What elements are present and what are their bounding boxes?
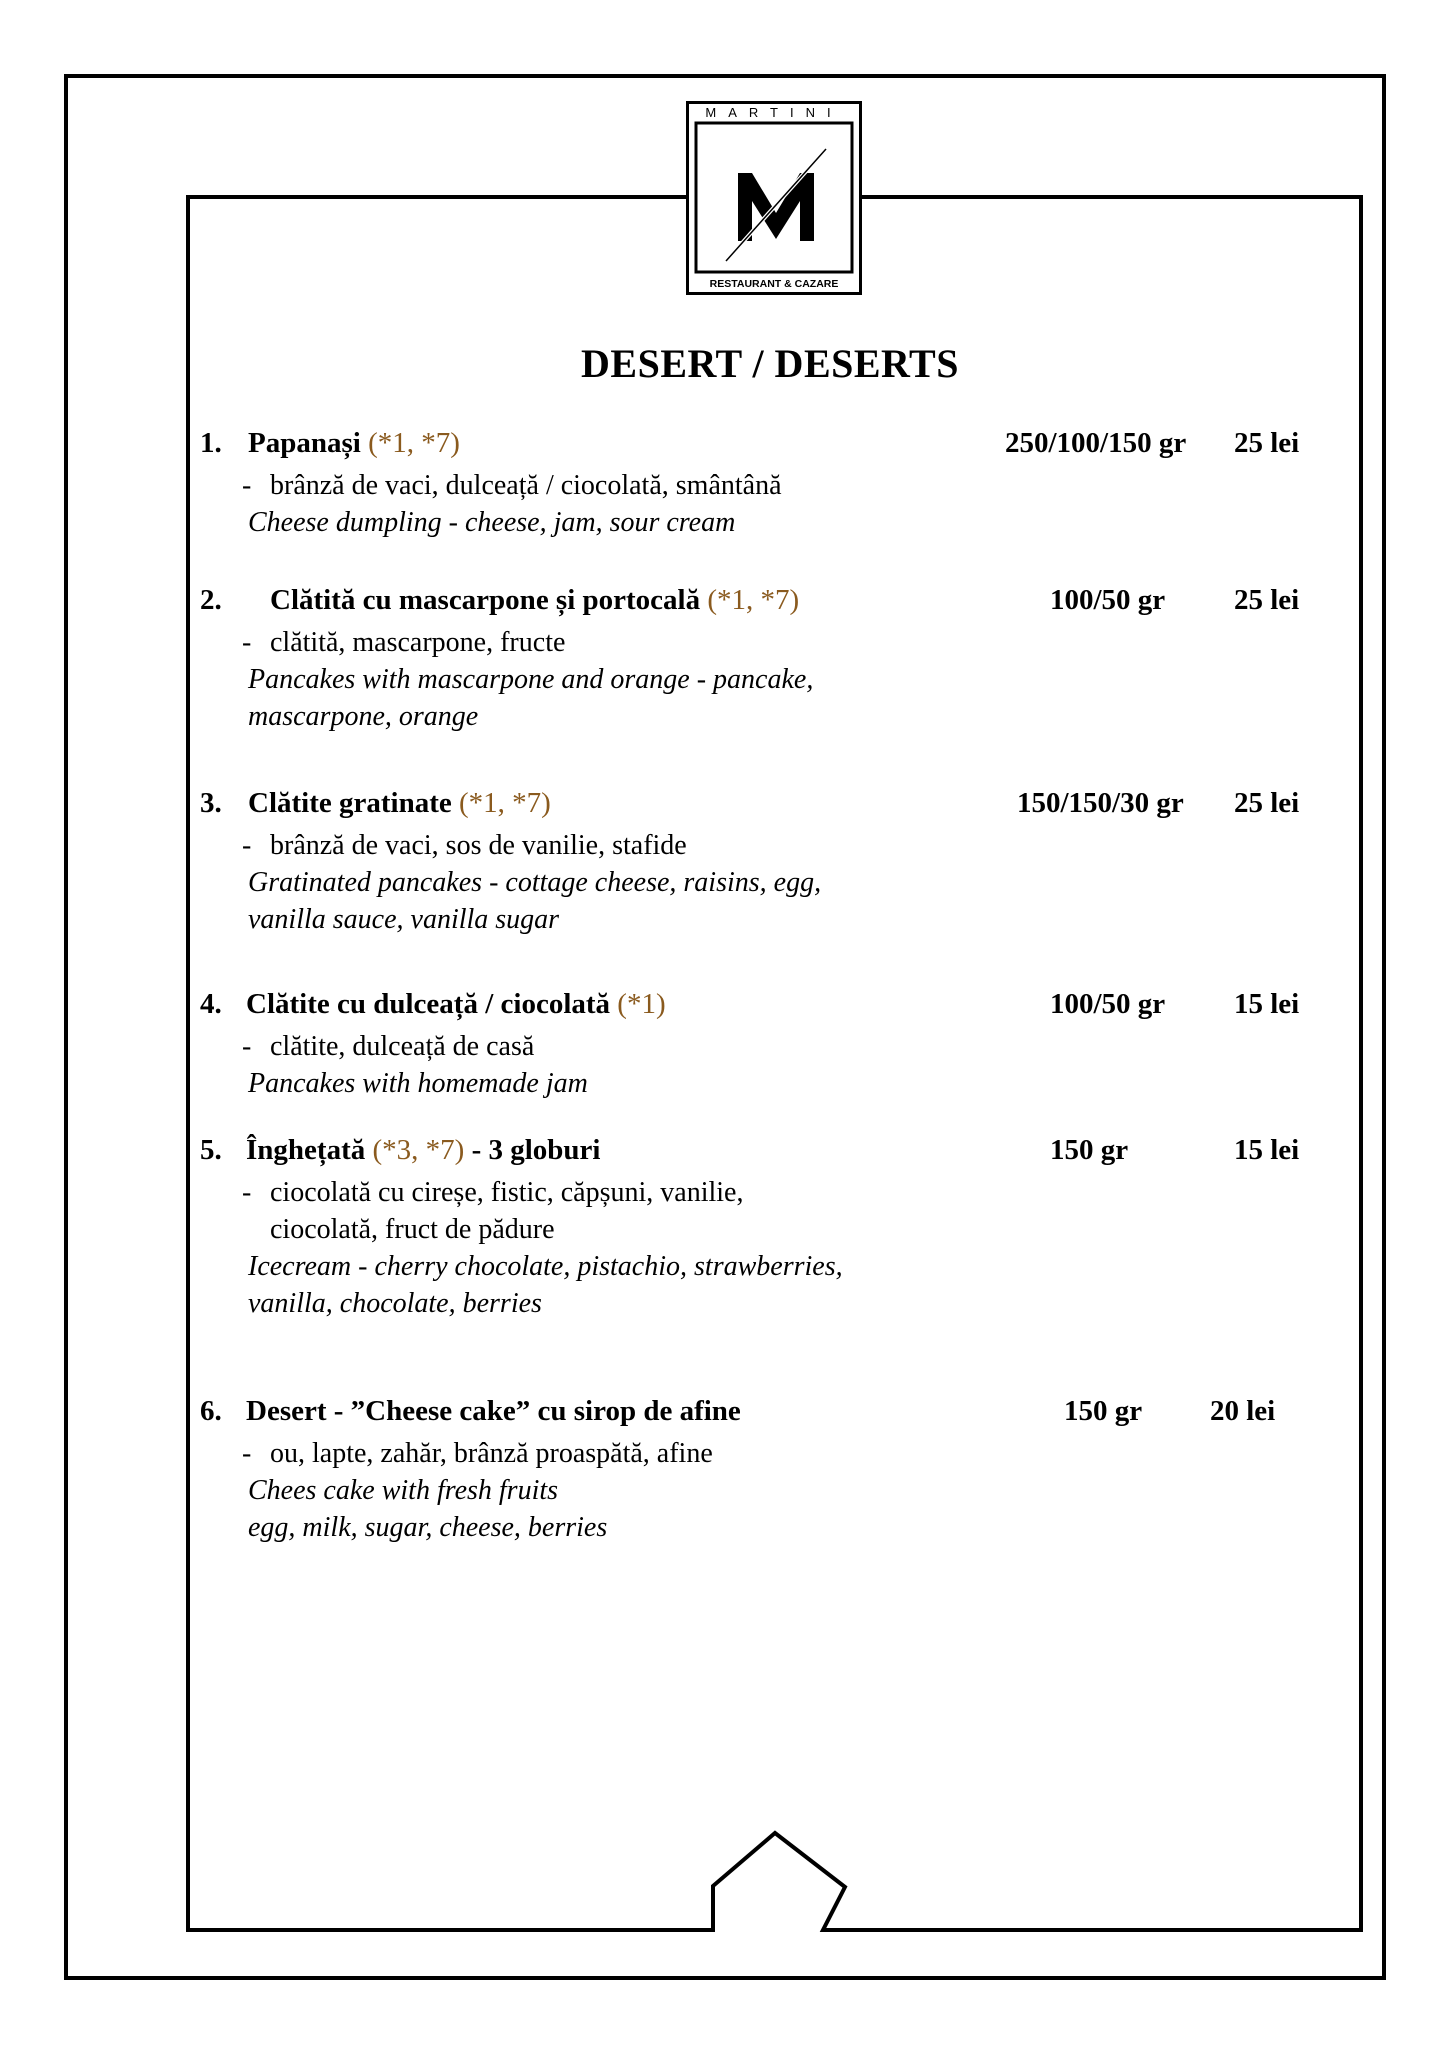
item-quantity: 250/100/150 gr bbox=[1005, 427, 1187, 459]
item-allergens: (*3, *7) bbox=[372, 1134, 465, 1166]
item-description-en: Chees cake with fresh fruits bbox=[248, 1475, 559, 1506]
item-description-en: Icecream - cherry chocolate, pistachio, strawberries, bbox=[248, 1251, 843, 1282]
item-allergens: (*1) bbox=[617, 988, 666, 1020]
item-name: Papanași (*1, *7) bbox=[248, 427, 460, 459]
item-name: Înghețată (*3, *7) - 3 globuri bbox=[246, 1134, 601, 1166]
menu-item bbox=[200, 427, 1340, 541]
item-number: 1. bbox=[200, 427, 222, 459]
logo-bottom-text: RESTAURANT & CAZARE bbox=[709, 278, 839, 290]
item-quantity: 100/50 gr bbox=[1050, 988, 1166, 1020]
item-description-en: mascarpone, orange bbox=[248, 701, 479, 732]
item-ingredients-ro: - clătite, dulceață de casă bbox=[242, 1031, 535, 1062]
item-price: 25 lei bbox=[1234, 787, 1300, 819]
item-allergens: (*1, *7) bbox=[368, 427, 460, 459]
item-description-en: Cheese dumpling - cheese, jam, sour cream bbox=[248, 507, 736, 538]
item-name: Clătite gratinate (*1, *7) bbox=[248, 787, 551, 819]
item-number: 6. bbox=[200, 1395, 222, 1427]
item-number: 5. bbox=[200, 1134, 222, 1166]
menu-item bbox=[200, 1134, 1340, 1322]
item-description-en: Gratinated pancakes - cottage cheese, raisins, egg, bbox=[248, 867, 822, 898]
item-quantity: 100/50 gr bbox=[1050, 584, 1166, 616]
item-name: Clătite cu dulceață / ciocolată (*1) bbox=[246, 988, 666, 1020]
item-name: Desert - ”Cheese cake” cu sirop de afine bbox=[246, 1395, 741, 1427]
item-price: 25 lei bbox=[1234, 427, 1300, 459]
item-ingredients-ro: - ou, lapte, zahăr, brânză proaspătă, afine bbox=[242, 1438, 713, 1469]
item-number: 3. bbox=[200, 787, 222, 819]
item-ingredients-ro: - ciocolată cu cireșe, fistic, căpșuni, vanilie, bbox=[242, 1177, 744, 1208]
item-ingredients-ro: - brânză de vaci, dulceață / ciocolată, smântână bbox=[242, 470, 782, 501]
item-description-en: vanilla sauce, vanilla sugar bbox=[248, 904, 560, 935]
item-ingredients-ro: ciocolată, fruct de pădure bbox=[270, 1214, 555, 1245]
item-description-en: Pancakes with homemade jam bbox=[248, 1068, 588, 1099]
menu-item bbox=[200, 1395, 1340, 1546]
item-name: Clătită cu mascarpone și portocală (*1, *7) bbox=[270, 584, 800, 616]
item-number: 2. bbox=[200, 584, 222, 616]
item-quantity: 150/150/30 gr bbox=[1017, 787, 1184, 819]
menu-item bbox=[200, 787, 1340, 938]
item-price: 15 lei bbox=[1234, 1134, 1300, 1166]
item-quantity: 150 gr bbox=[1050, 1134, 1129, 1166]
page-title: DESERT / DESERTS bbox=[581, 341, 959, 386]
item-ingredients-ro: - brânză de vaci, sos de vanilie, stafide bbox=[242, 830, 687, 861]
item-ingredients-ro: - clătită, mascarpone, fructe bbox=[242, 627, 566, 658]
item-description-en: egg, milk, sugar, cheese, berries bbox=[248, 1512, 608, 1543]
item-description-en: vanilla, chocolate, berries bbox=[248, 1288, 542, 1319]
item-allergens: (*1, *7) bbox=[459, 787, 551, 819]
menu-item bbox=[200, 988, 1340, 1102]
item-price: 15 lei bbox=[1234, 988, 1300, 1020]
martini-logo bbox=[686, 101, 862, 295]
menu-item bbox=[200, 584, 1340, 735]
item-quantity: 150 gr bbox=[1064, 1395, 1143, 1427]
logo-top-text: MARTINI bbox=[705, 105, 843, 120]
item-description-en: Pancakes with mascarpone and orange - pancake, bbox=[248, 664, 814, 695]
item-allergens: (*1, *7) bbox=[707, 584, 800, 616]
item-price: 25 lei bbox=[1234, 584, 1300, 616]
item-number: 4. bbox=[200, 988, 222, 1020]
item-price: 20 lei bbox=[1210, 1395, 1276, 1427]
